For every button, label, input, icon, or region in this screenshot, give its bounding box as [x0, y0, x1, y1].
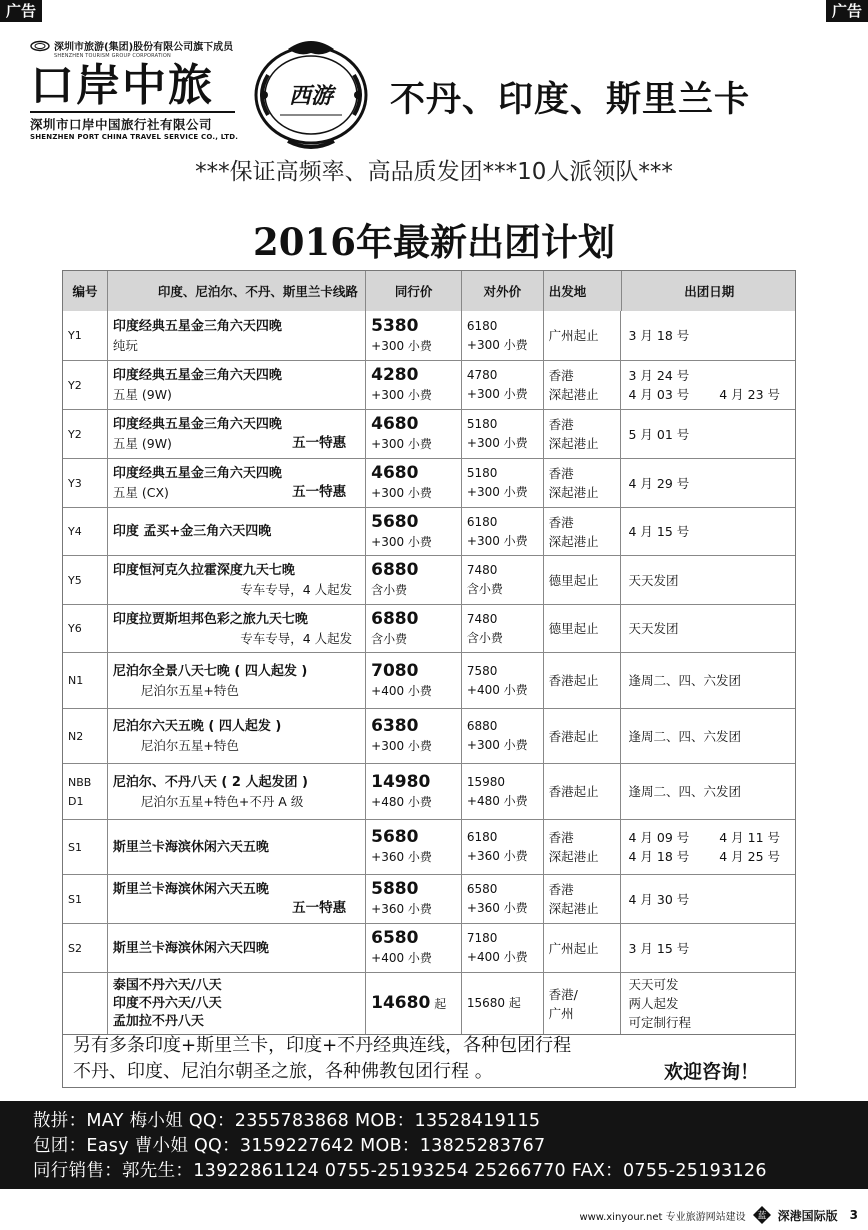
cell-dates [620, 764, 795, 819]
route-code: Y4 [68, 525, 82, 538]
departure-1: 广州起止 [548, 940, 599, 956]
parent-company [30, 38, 235, 53]
cell-departure [543, 605, 621, 652]
route-name: 印度经典五星金三角六天四晚 [112, 466, 282, 481]
retail-extra: +360 小费 [466, 849, 528, 863]
route-detail: 专车专导，4 人起发 [240, 630, 353, 646]
route-name: 斯里兰卡海滨休闲六天四晚 [112, 940, 269, 956]
retail-price: 7580 [466, 663, 498, 678]
cell-trade-price [365, 556, 461, 604]
cell-retail-price [461, 820, 543, 874]
table-row [63, 923, 795, 972]
cell-code [63, 459, 107, 507]
cell-route [107, 556, 365, 604]
contact-line-1: 散拼：MAY 梅小姐 QQ：2355783868 MOB：13528419115 [33, 1111, 541, 1131]
departure-2: 深起港止 [548, 901, 599, 916]
cell-route [107, 605, 365, 652]
cell-departure [543, 973, 621, 1034]
trade-extra: 含小费 [371, 583, 408, 597]
contact-panel [0, 1101, 868, 1189]
date-4: 4 月 23 号 [719, 387, 781, 402]
retail-price: 5180 [466, 466, 498, 480]
retail-price: 6880 [466, 719, 498, 733]
trade-extra: +300 小费 [371, 486, 432, 500]
route-detail: 专车专导，4 人起发 [240, 582, 353, 597]
trade-price: 4680 [371, 463, 419, 483]
cell-departure [543, 653, 621, 708]
retail-extra: 含小费 [466, 582, 503, 596]
cell-code [63, 820, 107, 874]
cell-trade-price [365, 820, 461, 874]
retail-extra: +400 小费 [466, 682, 528, 697]
cell-trade-price [365, 410, 461, 458]
combo-dep-1: 香港/ [548, 986, 578, 1002]
contact-line-3: 同行销售：郭先生：13922861124 0755-25193254 25266770 FAX：0755-25193126 [33, 1161, 767, 1181]
route-detail: 五星 (9W) [112, 436, 172, 451]
company-block [30, 38, 239, 141]
cell-code [63, 924, 107, 972]
route-code: N1 [68, 674, 84, 687]
footer-brand: 深港国际版 [777, 1208, 838, 1223]
combo-dep-2: 广州 [548, 1005, 574, 1021]
trade-price: 6380 [371, 716, 419, 736]
trade-extra: 含小费 [371, 631, 408, 646]
diamond-logo-icon [752, 1205, 772, 1225]
route-sub [113, 483, 360, 502]
date-1: 逢周二、四、六发团 [628, 784, 741, 799]
date-1: 天天发团 [628, 572, 679, 588]
combo-date-1: 天天可发 [628, 977, 679, 992]
table-row [63, 604, 795, 652]
route-sub [113, 385, 360, 404]
route-name: 印度经典五星金三角六天四晚 [112, 318, 282, 334]
trade-extra: +360 小费 [371, 902, 432, 916]
footer-site: www.xinyour.net 专业旅游网站建设 [579, 1211, 746, 1223]
combo-date-3: 可定制行程 [628, 1015, 691, 1030]
table-row [63, 360, 795, 409]
retail-extra: +300 小费 [466, 533, 528, 548]
table-row [63, 763, 795, 819]
footnote [62, 1029, 796, 1088]
cell-dates [620, 508, 795, 555]
header-code: 编号 [72, 283, 98, 299]
cell-dates [620, 556, 795, 604]
retail-price: 7180 [466, 931, 498, 945]
diamond-label: 蓝 [757, 1211, 767, 1222]
date-1: 3 月 18 号 [628, 328, 690, 343]
route-sub [113, 434, 360, 453]
trade-extra: +400 小费 [371, 951, 432, 965]
cell-dates [620, 311, 795, 360]
trade-price: 6880 [371, 560, 419, 580]
xiyou-logo [248, 35, 374, 151]
ad-label-right: 广告 [826, 0, 868, 22]
route-sub [113, 792, 360, 811]
contact-line-2: 包团：Easy 曹小姐 QQ：3159227642 MOB：13825283767 [33, 1136, 546, 1156]
date-1: 4 月 15 号 [628, 524, 690, 539]
retail-price: 15980 [466, 774, 506, 789]
departure-1: 香港 [548, 466, 574, 481]
retail-price: 6180 [466, 830, 498, 844]
cell-retail-price [461, 653, 543, 708]
welcome-text: 欢迎咨询！ [663, 1061, 759, 1083]
route-sub [113, 629, 360, 648]
cell-route [107, 459, 365, 507]
retail-extra: +400 小费 [466, 950, 528, 964]
cell-departure [543, 459, 621, 507]
trade-extra: +300 小费 [371, 338, 432, 353]
trade-price: 7080 [371, 660, 419, 681]
cell-trade-price [365, 973, 461, 1034]
cell-retail-price [461, 459, 543, 507]
header-dates: 出团日期 [621, 271, 795, 311]
cell-trade-price [365, 361, 461, 409]
departure-1: 香港 [548, 368, 574, 383]
route-detail: 尼泊尔五星+特色 [140, 682, 239, 698]
cell-retail-price [461, 361, 543, 409]
cell-trade-price [365, 764, 461, 819]
cell-code [63, 764, 107, 819]
cell-route [107, 410, 365, 458]
date-1: 5 月 01 号 [628, 426, 690, 442]
cell-route [107, 924, 365, 972]
table-body [63, 311, 795, 972]
cell-dates [620, 361, 795, 409]
page-footer [0, 1200, 868, 1230]
route-name: 印度经典五星金三角六天四晚 [112, 417, 282, 432]
table-header [63, 271, 795, 311]
date-line [628, 828, 790, 847]
retail-price: 7480 [466, 611, 498, 626]
cell-trade-price [365, 875, 461, 923]
route-code: Y6 [68, 622, 82, 635]
table-row [63, 652, 795, 708]
retail-extra: +480 小费 [466, 793, 528, 808]
trade-extra: +360 小费 [371, 850, 432, 864]
route-code-2: D1 [68, 794, 84, 808]
cell-trade-price [365, 508, 461, 555]
header-retail-price: 对外价 [461, 271, 543, 311]
header-route: 印度、尼泊尔、不丹、斯里兰卡线路 [107, 271, 365, 311]
date-1: 3 月 24 号 [628, 368, 690, 383]
departure-1: 香港 [548, 514, 574, 530]
footnote-line-1: 另有多条印度+斯里兰卡，印度+不丹经典连线，各种包团行程 [73, 1035, 572, 1056]
cell-dates [620, 709, 795, 763]
cell-departure [543, 556, 621, 604]
trade-extra: +400 小费 [371, 683, 432, 698]
header-trade-price: 同行价 [365, 271, 461, 311]
retail-extra: 含小费 [466, 630, 503, 645]
table-row [63, 458, 795, 507]
cell-code [63, 410, 107, 458]
tagline: ***保证高频率、高品质发团***10人派领队*** [195, 159, 673, 185]
departure-1: 德里起止 [548, 572, 599, 588]
table-row [63, 708, 795, 763]
date-1: 3 月 15 号 [628, 940, 690, 956]
cell-retail-price [461, 410, 543, 458]
cell-route [107, 508, 365, 555]
table-row [63, 874, 795, 923]
route-detail: 五星 (CX) [112, 485, 169, 500]
promo-badge: 五一特惠 [292, 484, 347, 500]
cell-retail-price [461, 973, 543, 1034]
cell-dates [620, 973, 795, 1034]
ad-label-left: 广告 [0, 0, 42, 22]
cell-departure [543, 709, 621, 763]
trade-price: 4280 [371, 365, 419, 385]
retail-extra: +300 小费 [466, 337, 528, 352]
cell-departure [543, 410, 621, 458]
combo-route-2: 印度不丹六天/八天 [112, 995, 222, 1011]
route-code: Y5 [68, 573, 82, 587]
date-line [628, 385, 790, 404]
cell-code [63, 709, 107, 763]
route-sub [113, 736, 360, 755]
headline: 不丹、印度、斯里兰卡 [390, 80, 751, 120]
cell-dates [620, 653, 795, 708]
page-number: 3 [849, 1208, 858, 1222]
date-1: 4 月 29 号 [628, 475, 690, 491]
cell-dates [620, 459, 795, 507]
departure-1: 香港 [548, 830, 574, 845]
departure-1: 广州起止 [548, 328, 599, 343]
date-1: 逢周二、四、六发团 [628, 673, 741, 688]
trade-price: 14980 [371, 771, 431, 792]
cell-departure [543, 924, 621, 972]
route-code: N2 [68, 729, 84, 743]
cell-retail-price [461, 556, 543, 604]
route-code: Y3 [68, 476, 82, 490]
cell-departure [543, 764, 621, 819]
cell-code [63, 605, 107, 652]
departure-1: 香港起止 [548, 673, 599, 688]
route-detail: 尼泊尔五星+特色+不丹 A 级 [140, 793, 304, 809]
cell-trade-price [365, 709, 461, 763]
table-row-bhutan-combo [63, 972, 795, 1034]
date-1: 4 月 09 号 [628, 830, 690, 845]
cell-retail-price [461, 924, 543, 972]
route-sub [113, 681, 360, 700]
route-code: S1 [68, 892, 82, 906]
parent-company-en: SHENZHEN TOURISM GROUP CORPORATION [54, 53, 171, 59]
cell-trade-price [365, 924, 461, 972]
cell-route [107, 764, 365, 819]
trade-price: 6880 [371, 608, 419, 629]
route-detail: 五星 (9W) [112, 387, 172, 402]
table-row [63, 409, 795, 458]
departure-2: 深起港止 [548, 849, 599, 864]
route-name: 印度 孟买+金三角六天四晚 [112, 524, 272, 539]
promo-badge: 五一特惠 [292, 435, 347, 451]
retail-price: 6580 [466, 882, 498, 896]
cell-route [107, 653, 365, 708]
route-code: S1 [68, 840, 82, 854]
route-name: 尼泊尔、不丹八天 ( 2 人起发团 ) [112, 774, 308, 790]
trade-price: 5680 [371, 827, 419, 847]
cell-code [63, 653, 107, 708]
combo-retail-price: 15680 起 [466, 996, 521, 1010]
company-brand: 口岸中旅 [30, 60, 214, 111]
header-departure: 出发地 [543, 271, 621, 311]
route-sub [113, 899, 360, 918]
parent-company-name: 深圳市旅游(集团)股份有限公司旗下成员 [54, 42, 234, 53]
date-1: 天天发团 [628, 621, 679, 636]
company-name-en: SHENZHEN PORT CHINA TRAVEL SERVICE CO., LTD. [30, 133, 239, 141]
cell-code [63, 875, 107, 923]
retail-extra: +300 小费 [466, 485, 528, 499]
table-row [63, 555, 795, 604]
date-3: 4 月 18 号 [628, 849, 690, 864]
date-3: 4 月 03 号 [628, 387, 690, 402]
cell-retail-price [461, 764, 543, 819]
table-row [63, 311, 795, 360]
route-name: 斯里兰卡海滨休闲六天五晚 [112, 839, 269, 855]
trade-price: 6580 [371, 928, 419, 948]
cell-dates [620, 820, 795, 874]
combo-trade-suffix: 起 [434, 997, 447, 1011]
departure-2: 深起港止 [548, 436, 599, 451]
footnote-line-2-wrap [73, 1059, 785, 1085]
table-row [63, 507, 795, 555]
route-name: 斯里兰卡海滨休闲六天五晚 [112, 882, 269, 897]
trade-price: 5680 [371, 511, 419, 532]
route-sub [113, 336, 360, 355]
cell-route [107, 311, 365, 360]
date-line [628, 847, 790, 866]
departure-1: 香港 [548, 882, 574, 897]
plan-title: 2016年最新出团计划 [253, 220, 615, 264]
cell-dates [620, 875, 795, 923]
logo-text: 西游 [288, 83, 333, 109]
route-code: Y2 [68, 378, 82, 392]
cell-code [63, 361, 107, 409]
cell-retail-price [461, 605, 543, 652]
cell-trade-price [365, 311, 461, 360]
cell-route [107, 820, 365, 874]
route-name: 印度恒河克久拉霍深度九天七晚 [112, 563, 295, 578]
cell-route [107, 709, 365, 763]
group-logo-icon [30, 40, 50, 52]
route-code: Y1 [68, 329, 82, 342]
cell-departure [543, 820, 621, 874]
cell-departure [543, 361, 621, 409]
trade-price: 5880 [371, 879, 419, 899]
company-name-zh: 深圳市口岸中国旅行社有限公司 [30, 111, 235, 133]
departure-1: 香港起止 [548, 728, 599, 744]
trade-extra: +480 小费 [371, 794, 432, 809]
cell-retail-price [461, 709, 543, 763]
cell-departure [543, 311, 621, 360]
cell-code [63, 508, 107, 555]
trade-price: 5380 [371, 315, 419, 336]
route-sub [113, 580, 360, 599]
route-name: 尼泊尔全景八天七晚 ( 四人起发 ) [112, 663, 308, 679]
retail-extra: +300 小费 [466, 387, 528, 401]
departure-1: 香港 [548, 417, 574, 432]
route-detail: 尼泊尔五星+特色 [140, 738, 239, 753]
departure-2: 深起港止 [548, 485, 599, 500]
retail-price: 7480 [466, 563, 498, 577]
cell-retail-price [461, 875, 543, 923]
combo-trade-price: 14680 [371, 993, 431, 1013]
trade-extra: +300 小费 [371, 534, 432, 549]
departure-1: 香港起止 [548, 784, 599, 799]
departure-1: 德里起止 [548, 621, 599, 636]
tour-table [62, 270, 796, 1035]
cell-trade-price [365, 605, 461, 652]
cell-trade-price [365, 459, 461, 507]
route-code: Y2 [68, 427, 82, 441]
cell-route [107, 875, 365, 923]
cell-code [63, 973, 107, 1034]
cell-dates [620, 410, 795, 458]
retail-price: 6180 [466, 514, 498, 529]
cell-retail-price [461, 508, 543, 555]
cell-retail-price [461, 311, 543, 360]
retail-extra: +360 小费 [466, 901, 528, 915]
combo-route-3: 孟加拉不丹八天 [112, 1013, 204, 1029]
route-code: NBB [68, 775, 92, 789]
date-1: 4 月 30 号 [628, 891, 690, 907]
retail-price: 4780 [466, 368, 498, 382]
retail-extra: +300 小费 [466, 738, 528, 752]
date-2: 4 月 11 号 [719, 830, 781, 845]
cell-code [63, 311, 107, 360]
retail-extra: +300 小费 [466, 436, 528, 450]
trade-extra: +300 小费 [371, 388, 432, 402]
cell-code [63, 556, 107, 604]
route-code: S2 [68, 941, 82, 955]
departure-2: 深起港止 [548, 387, 599, 402]
table-row [63, 819, 795, 874]
cell-departure [543, 508, 621, 555]
cell-departure [543, 875, 621, 923]
cell-trade-price [365, 653, 461, 708]
date-4: 4 月 25 号 [719, 849, 781, 864]
date-1: 逢周二、四、六发团 [628, 728, 741, 744]
promo-badge: 五一特惠 [292, 900, 347, 916]
footnote-line-2: 不丹、印度、尼泊尔朝圣之旅，各种佛教包团行程 。 [73, 1061, 493, 1082]
departure-2: 深起港止 [548, 533, 599, 549]
trade-price: 4680 [371, 414, 419, 434]
route-detail: 纯玩 [112, 337, 138, 353]
route-name: 尼泊尔六天五晚 ( 四人起发 ) [112, 719, 282, 734]
route-name: 印度拉贾斯坦邦色彩之旅九天七晚 [112, 611, 308, 627]
cell-dates [620, 924, 795, 972]
retail-price: 6180 [466, 318, 498, 333]
trade-extra: +300 小费 [371, 739, 432, 753]
route-name: 印度经典五星金三角六天四晚 [112, 368, 282, 383]
cell-route [107, 973, 365, 1034]
trade-extra: +300 小费 [371, 437, 432, 451]
retail-price: 5180 [466, 417, 498, 431]
cell-route [107, 361, 365, 409]
combo-date-2: 两人起发 [628, 996, 679, 1011]
combo-route-1: 泰国不丹六天/八天 [112, 977, 222, 993]
cell-dates [620, 605, 795, 652]
